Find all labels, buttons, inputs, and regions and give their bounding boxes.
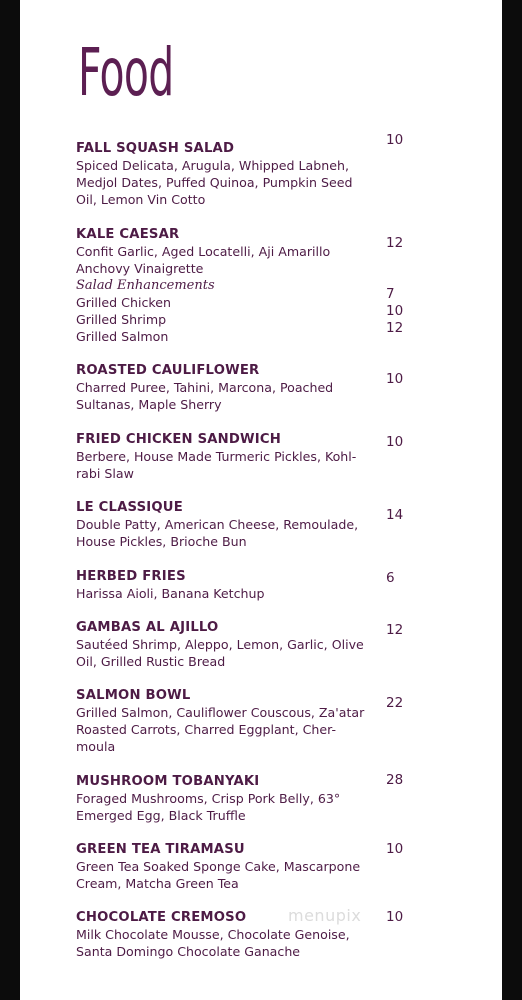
enhancement-name: Grilled Shrimp	[76, 312, 167, 327]
enhancement-price: 12	[386, 320, 404, 336]
enhancement-name: Grilled Chicken	[76, 295, 171, 310]
item-desc-line: Oil, Grilled Rustic Bread	[76, 654, 226, 669]
item-price: 12	[386, 622, 404, 638]
menu-item	[76, 687, 376, 755]
item-desc-line: Oil, Lemon Vin Cotto	[76, 192, 206, 207]
item-price: 6	[386, 570, 395, 586]
item-price: 14	[386, 507, 404, 523]
item-desc-line: Charred Puree, Tahini, Marcona, Poached	[76, 380, 334, 395]
item-name: CHOCOLATE CREMOSO	[76, 910, 247, 925]
menu-item	[76, 619, 376, 670]
menu-item	[76, 499, 376, 550]
item-desc-line: Berbere, House Made Turmeric Pickles, Kohl-	[76, 449, 357, 464]
item-desc-line: Confit Garlic, Aged Locatelli, Aji Amarillo	[76, 244, 331, 259]
enhancement-price: 7	[386, 286, 395, 302]
item-desc-line: Sultanas, Maple Sherry	[76, 397, 222, 412]
item-price: 10	[386, 434, 404, 450]
item-name: FALL SQUASH SALAD	[76, 141, 235, 156]
menu-item	[76, 226, 376, 345]
item-desc-line: moula	[76, 739, 116, 754]
item-desc-line: Medjol Dates, Puffed Quinoa, Pumpkin Seed	[76, 175, 353, 190]
item-name: HERBED FRIES	[76, 569, 186, 584]
menu-item	[76, 773, 376, 824]
item-price: 22	[386, 695, 404, 711]
enhancement-name: Grilled Salmon	[76, 329, 169, 344]
menu-item	[76, 568, 376, 602]
menu-item	[76, 140, 376, 208]
menu-item	[76, 362, 376, 413]
menu-page	[20, 0, 502, 1000]
item-desc-line: Foraged Mushrooms, Crisp Pork Belly, 63°	[76, 791, 341, 806]
item-name: GREEN TEA TIRAMASU	[76, 842, 245, 857]
item-price: 10	[386, 132, 404, 148]
item-desc-line: Spiced Delicata, Arugula, Whipped Labneh,	[76, 158, 349, 173]
item-name: FRIED CHICKEN SANDWICH	[76, 432, 282, 447]
item-price: 10	[386, 909, 404, 925]
item-desc-line: Cream, Matcha Green Tea	[76, 876, 239, 891]
item-desc-line: House Pickles, Brioche Bun	[76, 534, 247, 549]
item-name: KALE CAESAR	[76, 227, 180, 242]
item-desc-line: Roasted Carrots, Charred Eggplant, Cher-	[76, 722, 337, 737]
item-desc-line: Milk Chocolate Mousse, Chocolate Genoise,	[76, 927, 350, 942]
item-price: 10	[386, 371, 404, 387]
enhancement-price: 10	[386, 303, 404, 319]
item-price: 10	[386, 841, 404, 857]
item-desc-line: Double Patty, American Cheese, Remoulade,	[76, 517, 359, 532]
item-price: 28	[386, 772, 404, 788]
item-name: SALMON BOWL	[76, 688, 191, 703]
page-title: Food	[78, 34, 174, 111]
item-desc-line: Green Tea Soaked Sponge Cake, Mascarpone	[76, 859, 361, 874]
item-name: MUSHROOM TOBANYAKI	[76, 774, 260, 789]
item-price: 12	[386, 235, 404, 251]
item-desc-line: Harissa Aioli, Banana Ketchup	[76, 586, 265, 601]
item-desc-line: Sautéed Shrimp, Aleppo, Lemon, Garlic, Olive	[76, 637, 364, 652]
item-desc-line: Grilled Salmon, Cauliflower Couscous, Za'atar	[76, 705, 365, 720]
enhancements-label: Salad Enhancements	[76, 278, 215, 293]
item-name: LE CLASSIQUE	[76, 500, 183, 515]
watermark: menupix	[288, 906, 362, 925]
item-name: GAMBAS AL AJILLO	[76, 620, 219, 635]
menu-item	[76, 841, 376, 892]
menu-item	[76, 431, 376, 482]
item-desc-line: Emerged Egg, Black Truffle	[76, 808, 246, 823]
item-desc-line: Santa Domingo Chocolate Ganache	[76, 944, 301, 959]
item-name: ROASTED CAULIFLOWER	[76, 363, 260, 378]
item-desc-line: Anchovy Vinaigrette	[76, 261, 204, 276]
item-desc-line: rabi Slaw	[76, 466, 134, 481]
